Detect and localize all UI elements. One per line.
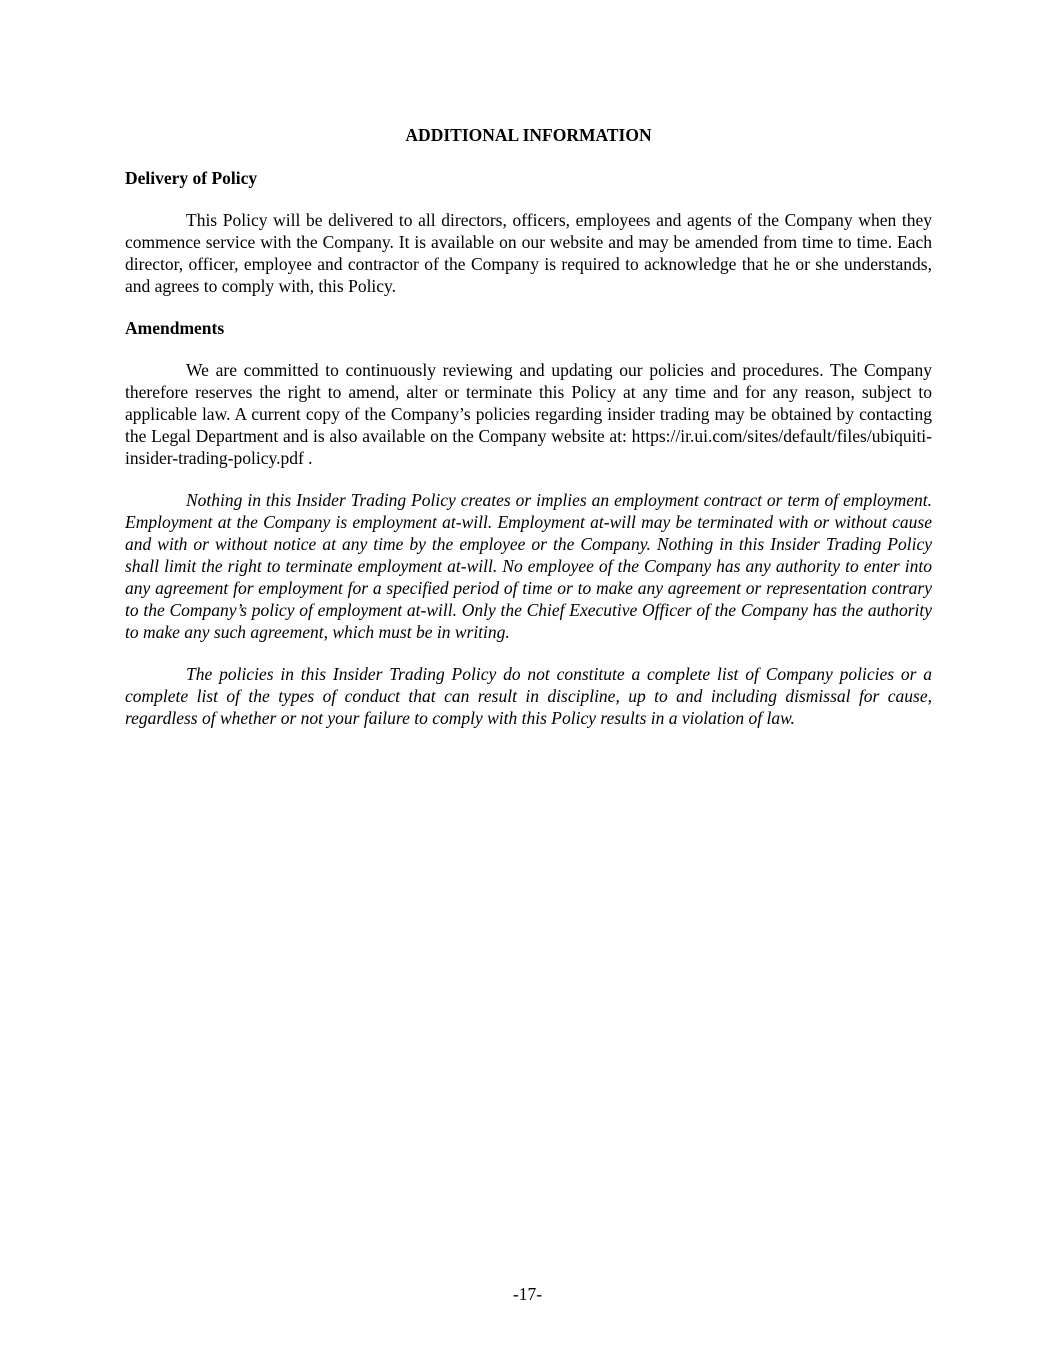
page-content <box>125 124 932 749</box>
page-number: -17- <box>512 1284 543 1304</box>
section-heading-amendments: Amendments <box>125 318 225 338</box>
policy-scope-paragraph: The policies in this Insider Trading Policy do not constitute a complete list of Company policies or a complete list of the types of conduct that can result in discipline, up to and including dismissal for cause, regardless of whether or not your failure to comply with this Policy results in a violation of law. <box>125 664 932 728</box>
amendments-paragraph: We are committed to continuously reviewing and updating our policies and procedures. The Company therefore reserves the right to amend, alter or terminate this Policy at any time and for any reason, subject to applicable law. A current copy of the Company’s policies regarding insider trading may be obtained by contacting the Legal Department and is also available on the Company website at: https://ir.ui.com/sites/default/files/ubiquiti-insider-trading-policy.pdf . <box>125 360 932 468</box>
document-title: ADDITIONAL INFORMATION <box>405 125 652 145</box>
employment-at-will-paragraph: Nothing in this Insider Trading Policy creates or implies an employment contract or term of employment. Employment at the Company is employment at-will. Employment at-will may be terminated with or without cause and with or without notice at any time by the employee or the Company. Nothing in this Insider Trading Policy shall limit the right to terminate employment at-will. No employee of the Company has any authority to enter into any agreement for employment for a specified period of time or to make any agreement or representation contrary to the Company’s policy of employment at-will. Only the Chief Executive Officer of the Company has the authority to make any such agreement, which must be in writing. <box>125 490 932 642</box>
delivery-of-policy-paragraph: This Policy will be delivered to all directors, officers, employees and agents of the Company when they commence service with the Company. It is available on our website and may be amended from time to time. Each director, officer, employee and contractor of the Company is required to acknowledge that he or she understands, and agrees to comply with, this Policy. <box>125 210 932 296</box>
section-heading-delivery-of-policy: Delivery of Policy <box>125 168 258 188</box>
